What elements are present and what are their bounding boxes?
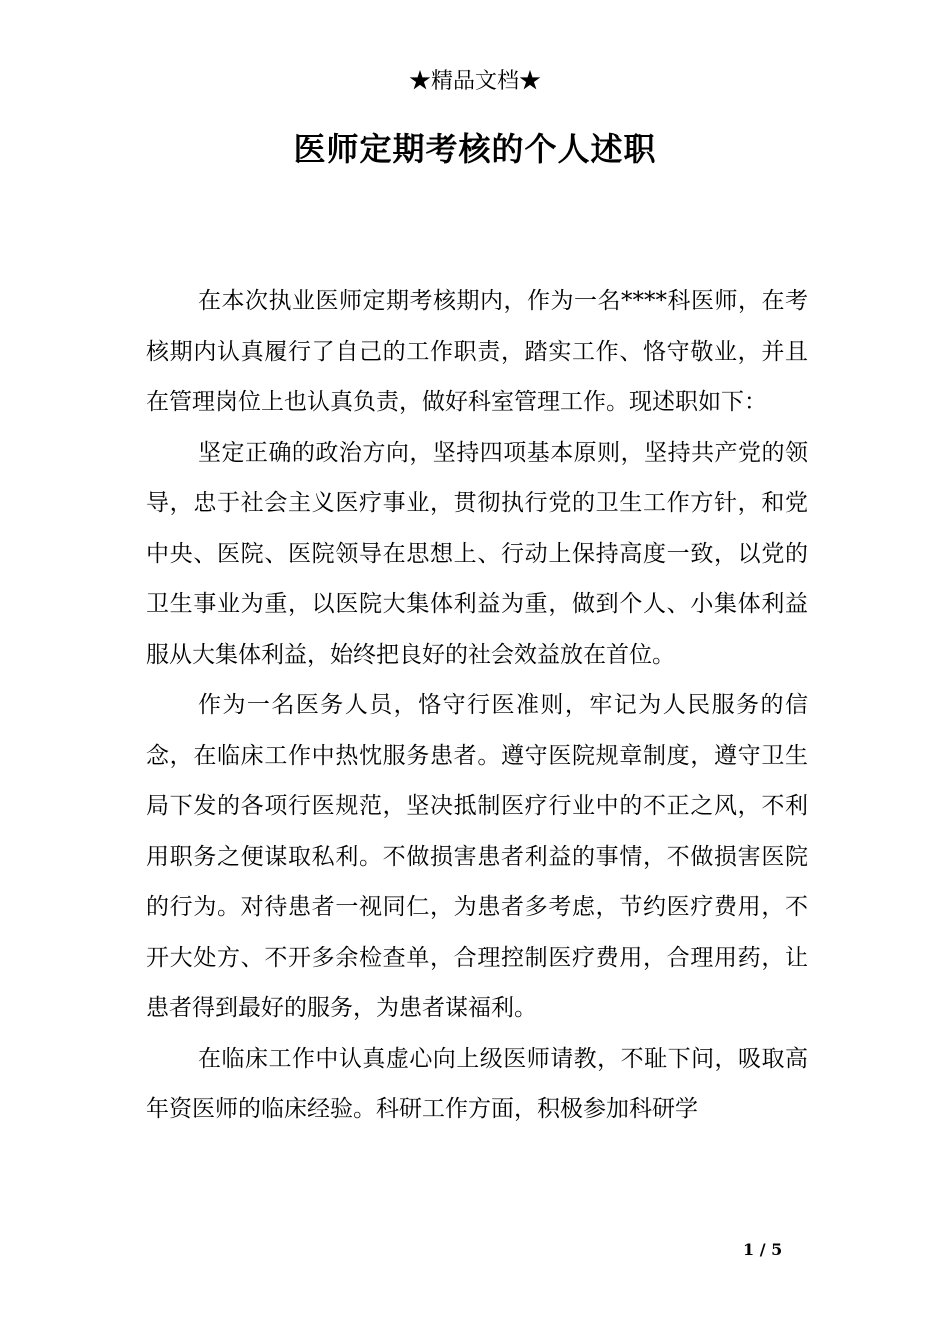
page-number: 1 / 5 [743, 1240, 783, 1259]
paragraph-clinical: 在临床工作中认真虚心向上级医师请教，不耻下问，吸取高年资医师的临床经验。科研工作方面，积极参加科研学 [146, 1045, 808, 1122]
paragraph-intro: 在本次执业医师定期考核期内，作为一名****科医师，在考核期内认真履行了自己的工作职责，踏实工作、恪守敬业，并且在管理岗位上也认真负责，做好科室管理工作。现述职如下： [146, 288, 808, 415]
document-body [146, 276, 808, 1135]
document-title: 医师定期考核的个人述职 [293, 130, 657, 168]
paragraph-ethics: 作为一名医务人员，恪守行医准则，牢记为人民服务的信念，在临床工作中热忱服务患者。遵守医院规章制度，遵守卫生局下发的各项行医规范，坚决抵制医疗行业中的不正之风，不利用职务之便谋取私利。不做损害患者利益的事情，不做损害医院的行为。对待患者一视同仁，为患者多考虑，节约医疗费用，不开大处方、不开多余检查单，合理控制医疗费用，合理用药，让患者得到最好的服务，为患者谋福利。 [146, 692, 808, 1021]
paragraph-political: 坚定正确的政治方向，坚持四项基本原则，坚持共产党的领导，忠于社会主义医疗事业，贯彻执行党的卫生工作方针，和党中央、医院、医院领导在思想上、行动上保持高度一致，以党的卫生事业为重，以医院大集体利益为重，做到个人、小集体利益服从大集体利益，始终把良好的社会效益放在首位。 [146, 439, 808, 668]
header-mark: ★精品文档★ [408, 69, 541, 94]
